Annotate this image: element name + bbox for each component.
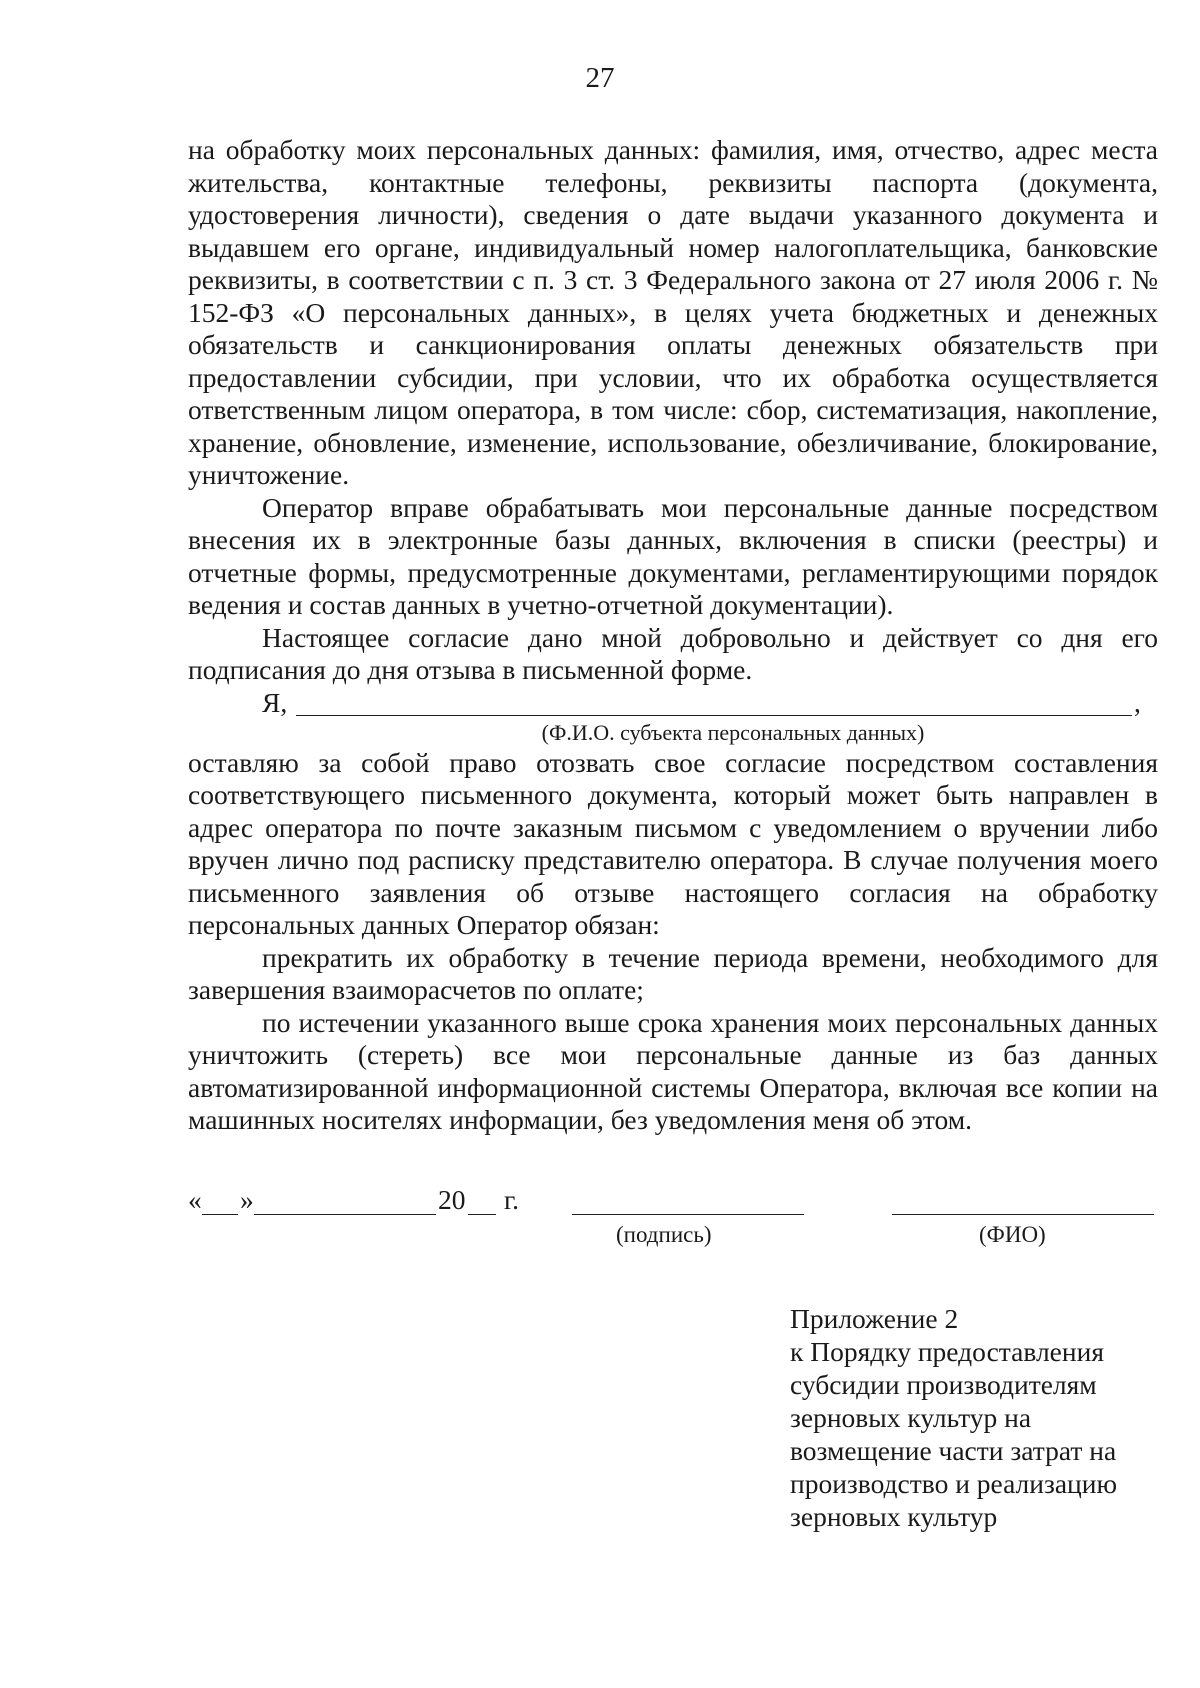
page-number: 27 xyxy=(585,62,615,94)
date-open-quote: « xyxy=(188,1184,202,1215)
year-suffix: г. xyxy=(504,1184,520,1215)
withdrawal-paragraph: оставляю за собой право отозвать свое согласие посредством составления соответствующего письменного документа, который может быть направлен в адрес оператора по почте заказным письмом с уведомлением о вручении либо вручен лично под расписку представителю оператора. В случае получения моего письменного заявления об отзыве настоящего согласия на обработку персональных данных Оператор обязан: xyxy=(188,746,1158,940)
fio-signature-blank xyxy=(892,1214,1154,1215)
signature-caption: (подпись) xyxy=(616,1222,712,1247)
consent-paragraph-2: Оператор вправе обрабатывать мои персональные данные посредством внесения их в электронные базы данных, включения в списки (реестры) и отчетные формы, предусмотренные документами, регламентирующими порядок ведения и состав данных в учетно-отчетной документации). xyxy=(188,491,1158,620)
fio-line xyxy=(188,687,1158,721)
fio-prefix: Я, xyxy=(262,686,288,718)
appendix-line: к Порядку предоставления xyxy=(790,1336,1104,1367)
consent-paragraph-3: Настоящее согласие дано мной добровольно и действует со дня его подписания до дня отзыва в письменной форме. xyxy=(188,621,1158,685)
appendix-header xyxy=(790,1302,1170,1533)
year-prefix: 20 xyxy=(438,1184,466,1215)
date-close-quote: » xyxy=(240,1184,254,1215)
appendix-line: зерновых культур на xyxy=(790,1402,1032,1433)
signature-blank xyxy=(572,1214,804,1215)
consent-paragraph-1: на обработку моих персональных данных: фамилия, имя, отчество, адрес места жительства, контактные телефоны, реквизиты паспорта (документа, удостоверения личности), сведения о дате выдачи указанного документа и выдавшем его органе, индивидуальный номер налогоплательщика, банковские реквизиты, в соответствии с п. 3 ст. 3 Федерального закона от 27 июля 2006 г. № 152-ФЗ «О персональных данных», в целях учета бюджетных и денежных обязательств и санкционирования оплаты денежных обязательств при предоставлении субсидии, при условии, что их обработка осуществляется ответственным лицом оператора, в том числе: сбор, систематизация, накопление, хранение, обновление, изменение, использование, обезличивание, блокирование, уничтожение. xyxy=(188,134,1158,490)
obligation-delete-data: по истечении указанного выше срока хранения моих персональных данных уничтожить (стереть) все мои персональные данные из баз данных автоматизированной информационной системы Оператора, включая все копии на машинных носителях информации, без уведомления меня об этом. xyxy=(188,1006,1158,1135)
appendix-line: возмещение части затрат на xyxy=(790,1435,1117,1466)
signature-date-row xyxy=(188,1184,1158,1224)
year-blank xyxy=(468,1214,496,1215)
day-blank xyxy=(202,1214,238,1215)
fio-caption: (Ф.И.О. субъекта персональных данных) xyxy=(541,719,925,745)
appendix-title: Приложение 2 xyxy=(790,1303,959,1334)
fio-blank-field xyxy=(296,715,1132,716)
fio-signature-caption: (ФИО) xyxy=(979,1222,1046,1247)
fio-suffix: , xyxy=(1134,686,1141,718)
appendix-line: зерновых культур xyxy=(790,1501,998,1532)
appendix-line: субсидии производителям xyxy=(790,1369,1097,1400)
month-blank xyxy=(254,1214,436,1215)
appendix-line: производство и реализацию xyxy=(790,1468,1118,1499)
obligation-stop-processing: прекратить их обработку в течение периода времени, необходимого для завершения взаиморасчетов по оплате; xyxy=(188,941,1158,1005)
document-body xyxy=(188,134,1158,1137)
